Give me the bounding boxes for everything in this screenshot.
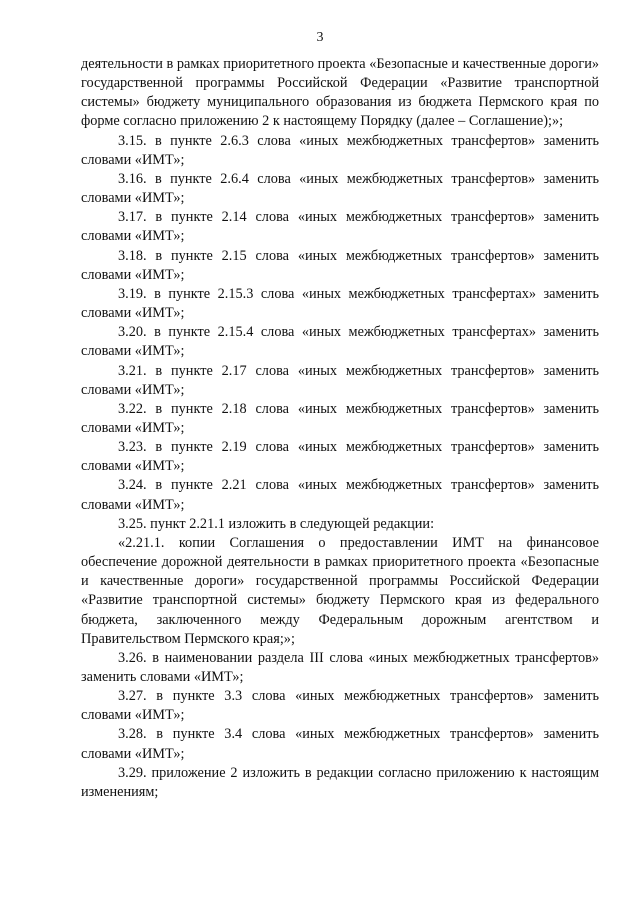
paragraph-3-19: 3.19. в пункте 2.15.3 слова «иных межбюджетных трансфертах» заменить словами «ИМТ»; <box>81 285 599 322</box>
paragraph-3-27: 3.27. в пункте 3.3 слова «иных межбюджетных трансфертов» заменить словами «ИМТ»; <box>81 688 599 724</box>
paragraph-3-22: 3.22. в пункте 2.18 слова «иных межбюджетных трансфертов» заменить словами «ИМТ»; <box>81 400 599 436</box>
paragraph-continuation: деятельности в рамках приоритетного проекта «Безопасные и качественные дороги» государственной программы Российской Федерации «Развитие транспортной системы» бюджету муниципального образования из бюджета Пермского края по форме согласно приложению 2 к настоящему Порядку (далее – Соглашение);»; <box>81 56 599 130</box>
paragraph-3-16: 3.16. в пункте 2.6.4 слова «иных межбюджетных трансфертов» заменить словами «ИМТ»; <box>81 170 599 207</box>
paragraph-3-29: 3.29. приложение 2 изложить в редакции согласно приложению к настоящим изменениям; <box>81 764 599 800</box>
paragraph-3-21: 3.21. в пункте 2.17 слова «иных межбюджетных трансфертов» заменить словами «ИМТ»; <box>81 362 599 398</box>
document-body <box>81 55 599 802</box>
paragraph-3-26: 3.26. в наименовании раздела III слова «иных межбюджетных трансфертов» заменить словами «ИМТ»; <box>81 649 599 685</box>
paragraph-3-23: 3.23. в пункте 2.19 слова «иных межбюджетных трансфертов» заменить словами «ИМТ»; <box>81 439 599 475</box>
paragraph-3-17: 3.17. в пункте 2.14 слова «иных межбюджетных трансфертов» заменить словами «ИМТ»; <box>81 209 599 245</box>
paragraph-3-24: 3.24. в пункте 2.21 слова «иных межбюджетных трансфертов» заменить словами «ИМТ»; <box>81 477 599 513</box>
paragraph-3-15: 3.15. в пункте 2.6.3 слова «иных межбюджетных трансфертов» заменить словами «ИМТ»; <box>81 132 599 168</box>
paragraph-3-25: 3.25. пункт 2.21.1 изложить в следующей редакции: <box>118 515 435 532</box>
page-number: 3 <box>316 30 324 45</box>
paragraph-3-20: 3.20. в пункте 2.15.4 слова «иных межбюджетных трансфертах» заменить словами «ИМТ»; <box>81 324 599 360</box>
paragraph-2-21-1-quote: «2.21.1. копии Соглашения о предоставлении ИМТ на финансовое обеспечение дорожной деятельности в рамках приоритетного проекта «Безопасные и качественные дороги» государственной программы Российской Федерации «Развитие транспортной системы» бюджету Пермского края из федерального бюджета, заключенного между Федеральным дорожным агентством и Правительством Пермского края;»; <box>81 534 599 647</box>
paragraph-3-28: 3.28. в пункте 3.4 слова «иных межбюджетных трансфертов» заменить словами «ИМТ»; <box>81 726 599 762</box>
paragraph-3-18: 3.18. в пункте 2.15 слова «иных межбюджетных трансфертов» заменить словами «ИМТ»; <box>81 247 599 283</box>
